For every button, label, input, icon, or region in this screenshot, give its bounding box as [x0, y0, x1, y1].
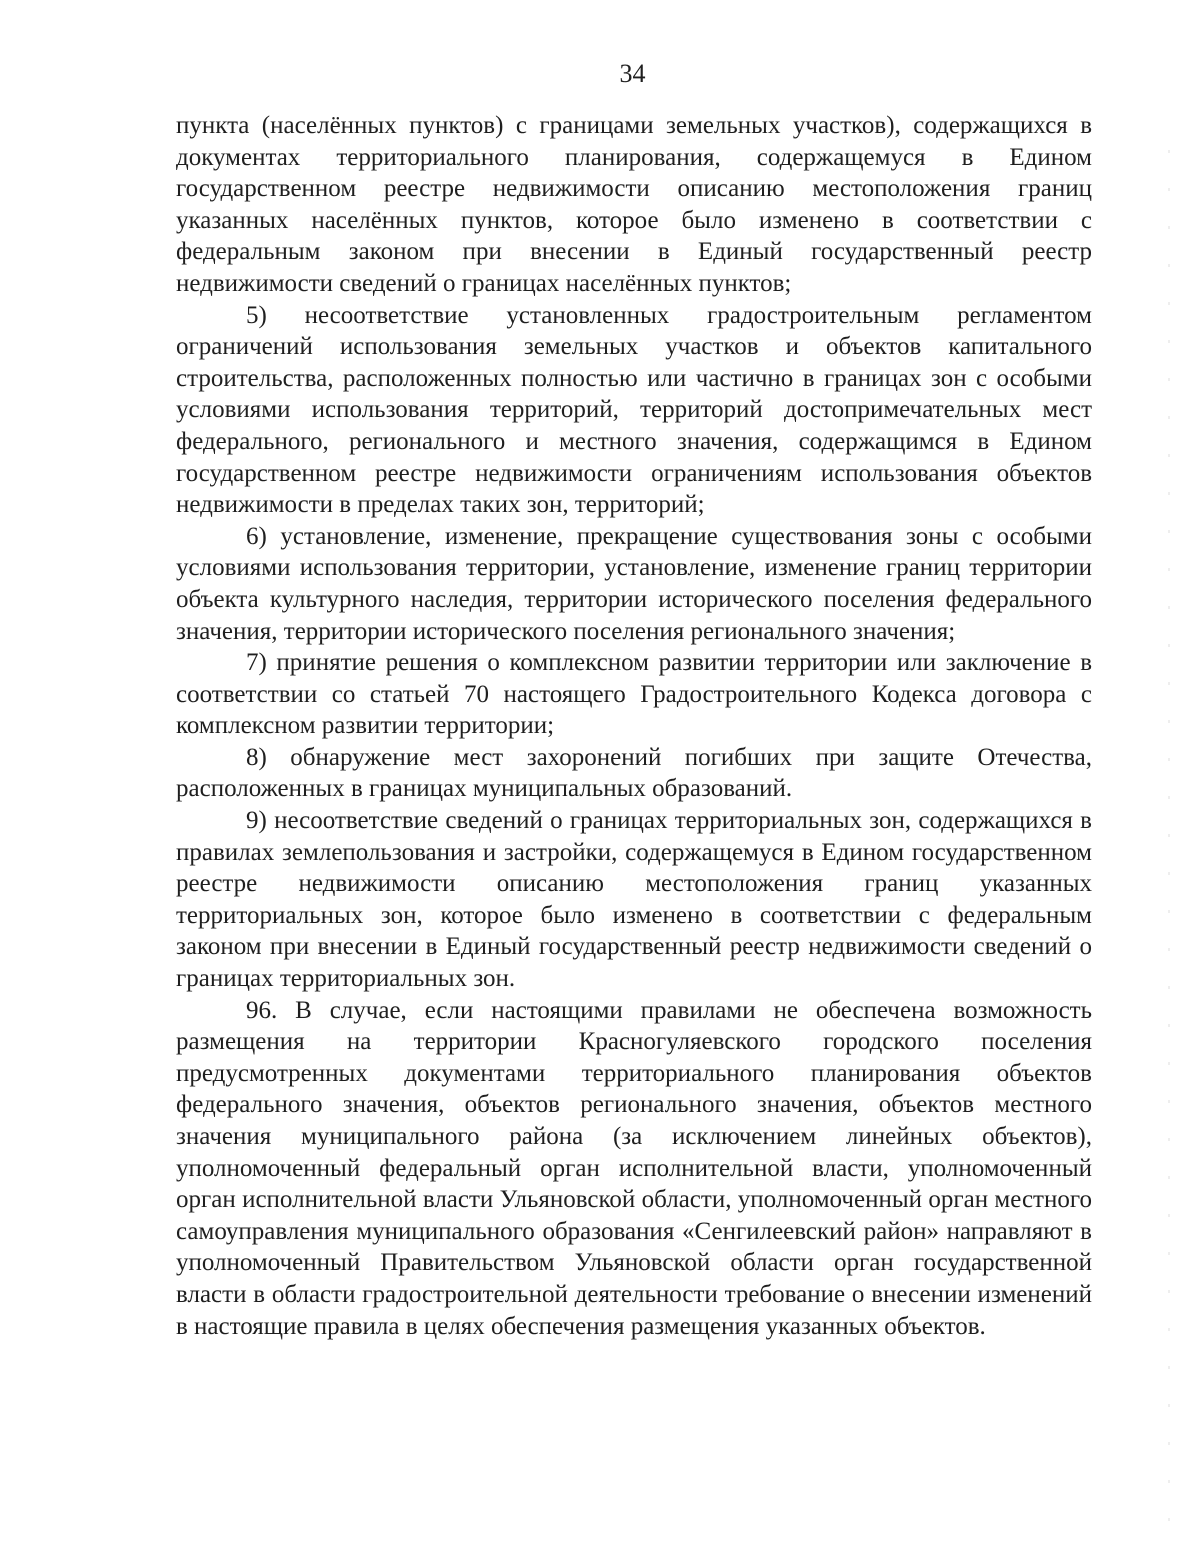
paragraph-clause-96: 96. В случае, если настоящими правилами не обеспечена возможность размещения на территории Красногуляевского городского поселения предусмотренных документами территориального планирования объектов федерального значения, объектов регионального значения, объектов местного значения муниципального района (за исключением линейных объектов), уполномоченный федеральный орган исполнительной власти, уполномоченный орган исполнительной власти Ульяновской области, уполномоченный орган местного самоуправления муниципального образования «Сенгилеевский район» направляют в уполномоченный Правительством Ульяновской области орган государственной власти в области градостроительной деятельности требование о внесении изменений в настоящие правила в целях обеспечения размещения указанных объектов.: [176, 996, 1092, 1340]
paragraph-continuation: пункта (населённых пунктов) с границами земельных участков), содержащихся в документах территориального планирования, содержащемуся в Едином государственном реестре недвижимости описанию местоположения границ указанных населённых пунктов, которое было изменено в соответствии с федеральным законом при внесении в Единый государственный реестр недвижимости сведений о границах населённых пунктов;: [176, 112, 1092, 297]
paragraph-item-6: 6) установление, изменение, прекращение существования зоны с особыми условиями использования территории, установление, изменение границ территории объекта культурного наследия, территории исторического поселения федерального значения, территории исторического поселения регионального значения;: [176, 522, 1092, 645]
document-body: [176, 110, 1092, 1342]
paragraph-item-7: 7) принятие решения о комплексном развитии территории или заключение в соответствии со статьей 70 настоящего Градостроительного Кодекса договора с комплексном развитии территории;: [176, 649, 1092, 740]
paragraph-item-5: 5) несоответствие установленных градостроительным регламентом ограничений использования земельных участков и объектов капитального строительства, расположенных полностью или частично в границах зон с особыми условиями использования территорий, территорий достопримечательных мест федерального, регионального и местного значения, содержащимся в Едином государственном реестре недвижимости ограничениям использования объектов недвижимости в пределах таких зон, территорий;: [176, 301, 1092, 519]
paragraph-item-8: 8) обнаружение мест захоронений погибших при защите Отечества, расположенных в границах муниципальных образований.: [176, 743, 1092, 803]
page-number: 34: [619, 59, 646, 88]
scan-edge-marks: [1168, 150, 1170, 1530]
paragraph-item-9: 9) несоответствие сведений о границах территориальных зон, содержащихся в правилах землепользования и застройки, содержащемуся в Едином государственном реестре недвижимости описанию местоположения границ указанных территориальных зон, которое было изменено в соответствии с федеральным законом при внесении в Единый государственный реестр недвижимости сведений о границах территориальных зон.: [176, 807, 1092, 993]
